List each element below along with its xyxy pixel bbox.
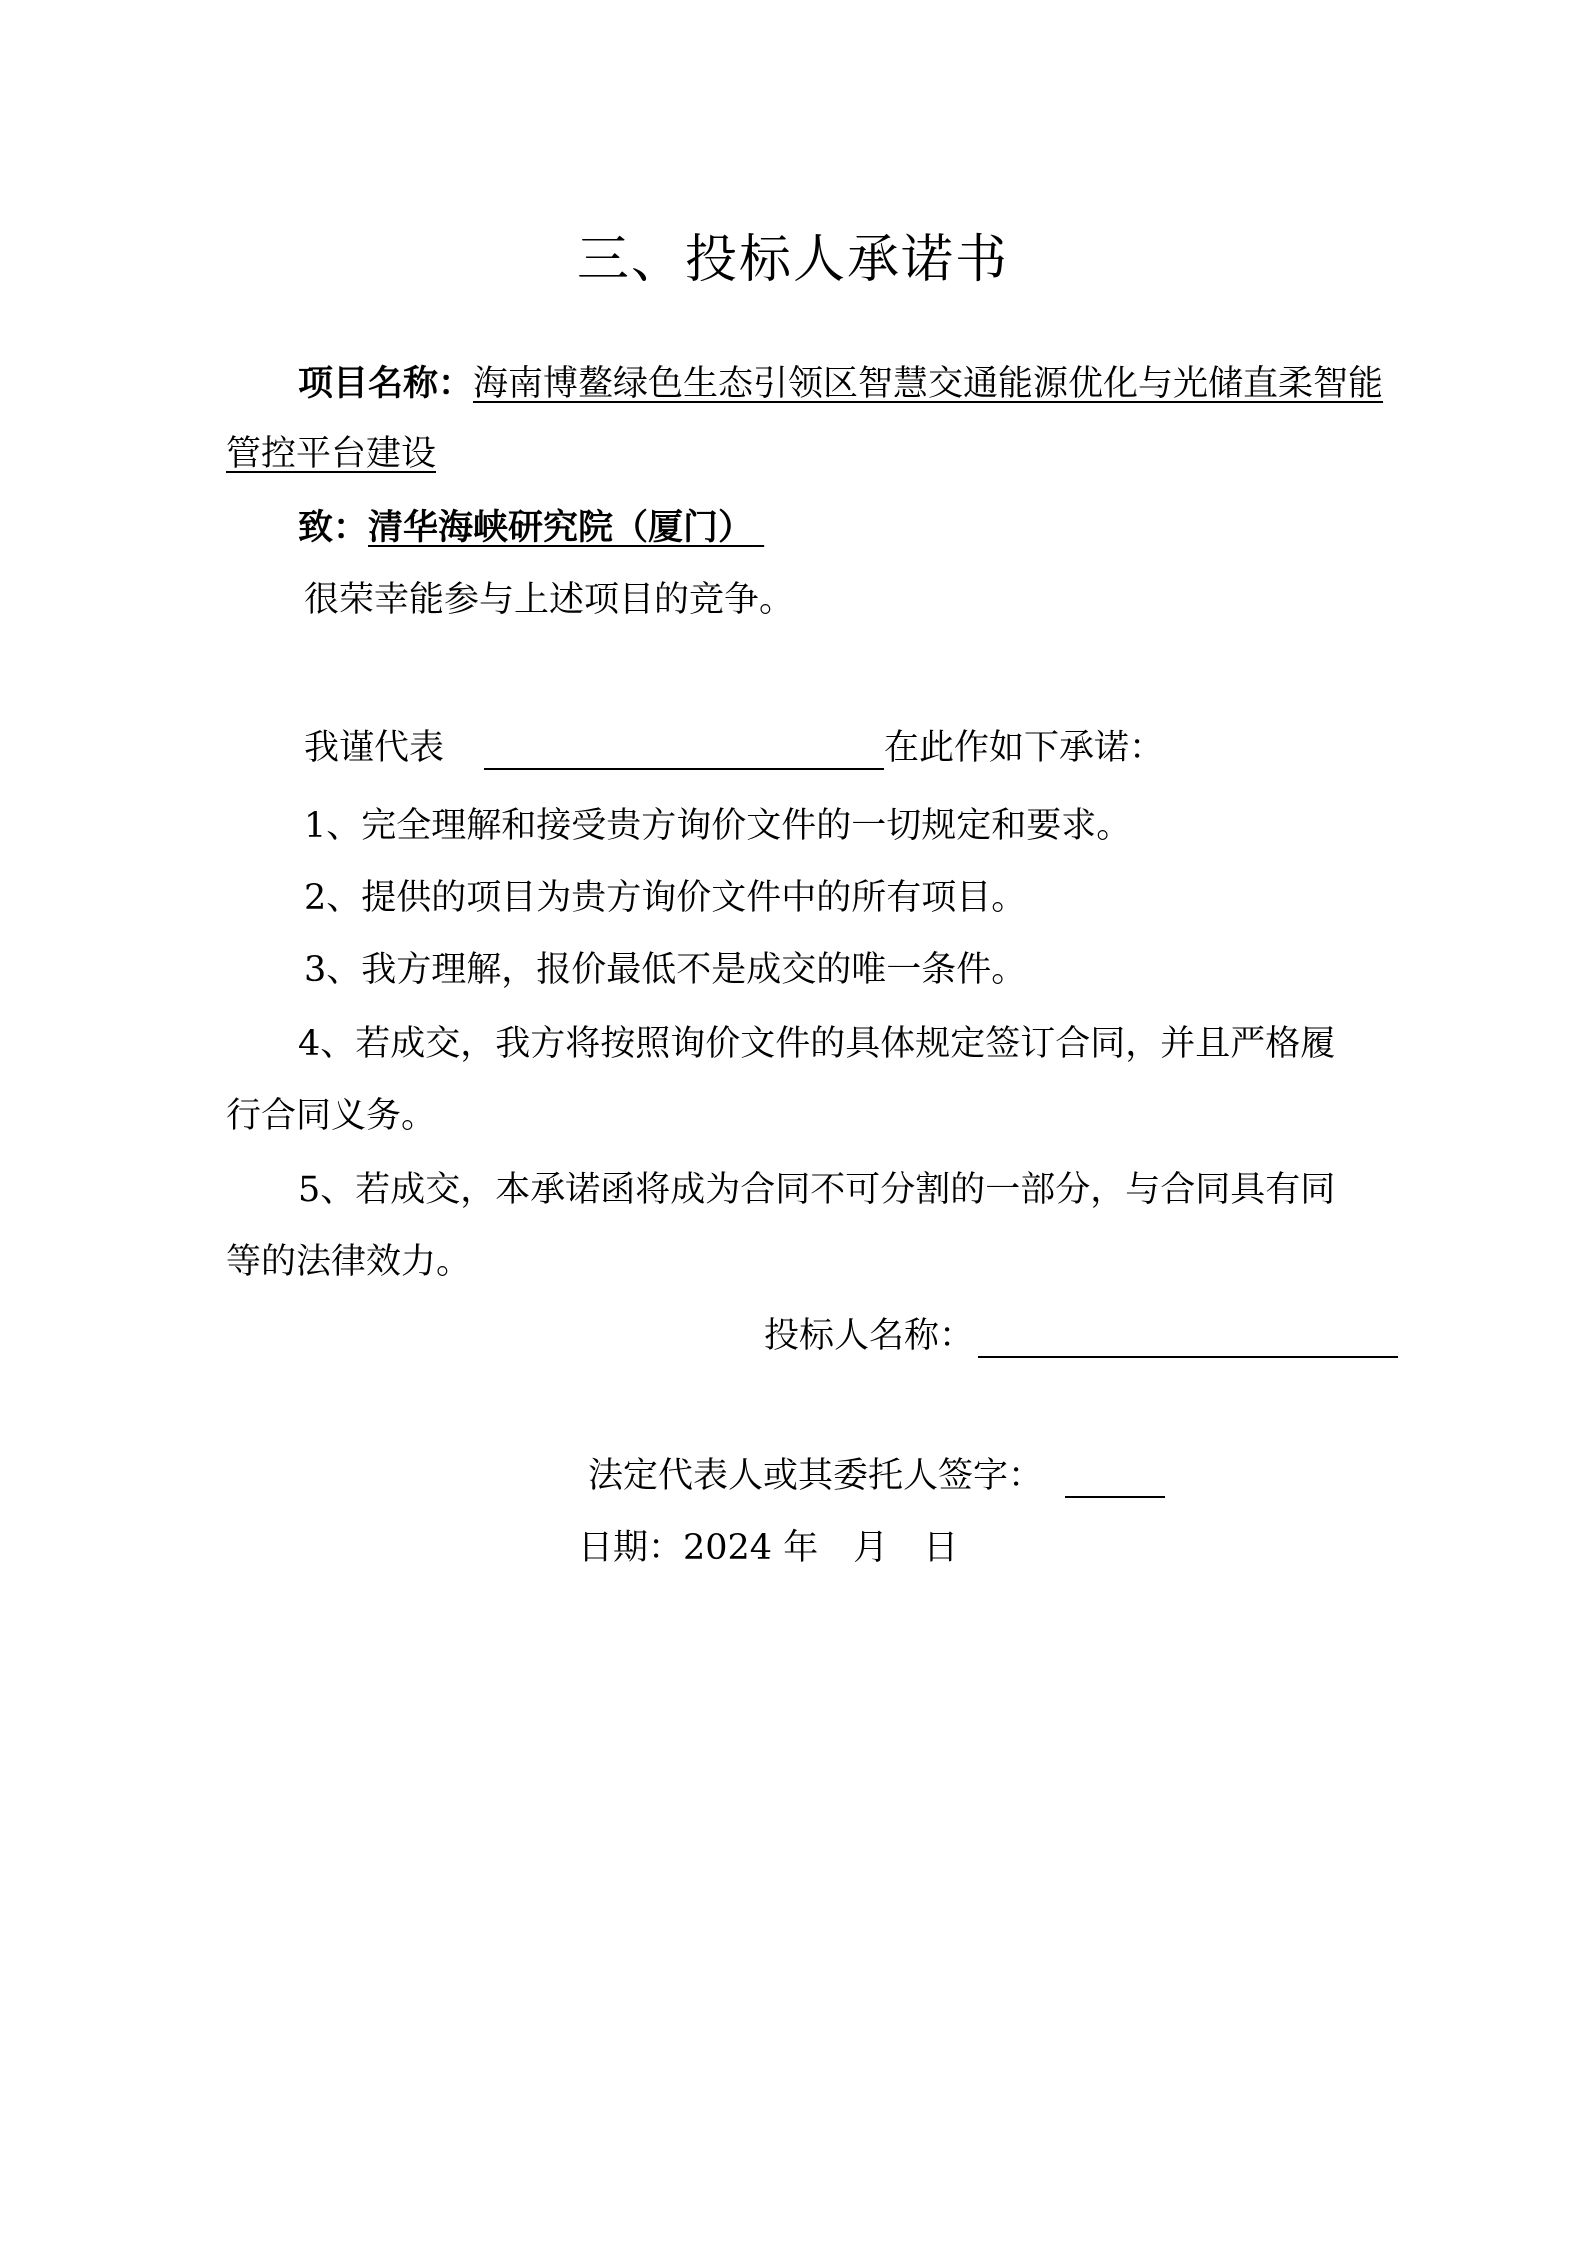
representation-prefix: 我谨代表 — [304, 728, 445, 768]
page-title: 三、投标人承诺书 — [576, 230, 1009, 290]
commitment-1: 1、完全理解和接受贵方询价文件的一切规定和要求。 — [304, 806, 1132, 846]
date-line: 日期：2024 年 月 日 — [578, 1528, 959, 1568]
project-line-2 — [226, 432, 436, 476]
project-line-1 — [298, 362, 1383, 406]
bidder-name-label: 投标人名称： — [764, 1316, 975, 1356]
commitment-4-line-1: 4、若成交，我方将按照询价文件的具体规定签订合同，并且严格履 — [298, 1024, 1336, 1064]
recipient-name: 清华海峡研究院（厦门） — [368, 507, 754, 548]
representation-line — [304, 726, 1164, 770]
legal-rep-line — [588, 1454, 1165, 1498]
legal-rep-label: 法定代表人或其委托人签字： — [588, 1456, 1044, 1496]
commitment-4-line-2: 行合同义务。 — [226, 1096, 437, 1136]
bidder-name-blank — [978, 1316, 1398, 1358]
recipient-line — [298, 506, 764, 550]
project-name-part-2: 管控平台建设 — [226, 434, 437, 474]
commitment-3: 3、我方理解，报价最低不是成交的唯一条件。 — [304, 950, 1027, 990]
bidder-name-line — [764, 1314, 1398, 1358]
commitment-5-line-1: 5、若成交，本承诺函将成为合同不可分割的一部分，与合同具有同 — [298, 1170, 1336, 1210]
commitment-5-line-2: 等的法律效力。 — [226, 1242, 472, 1282]
representative-blank — [484, 728, 884, 770]
project-label: 项目名称： — [298, 363, 474, 404]
representation-suffix: 在此作如下承诺： — [884, 728, 1165, 768]
signature-blank — [1065, 1456, 1165, 1498]
commitment-2: 2、提供的项目为贵方询价文件中的所有项目。 — [304, 878, 1027, 918]
intro-text: 很荣幸能参与上述项目的竞争。 — [304, 580, 795, 620]
project-name-part-1: 海南博鳌绿色生态引领区智慧交通能源优化与光储直柔智能 — [473, 364, 1384, 404]
recipient-label: 致： — [298, 507, 369, 548]
